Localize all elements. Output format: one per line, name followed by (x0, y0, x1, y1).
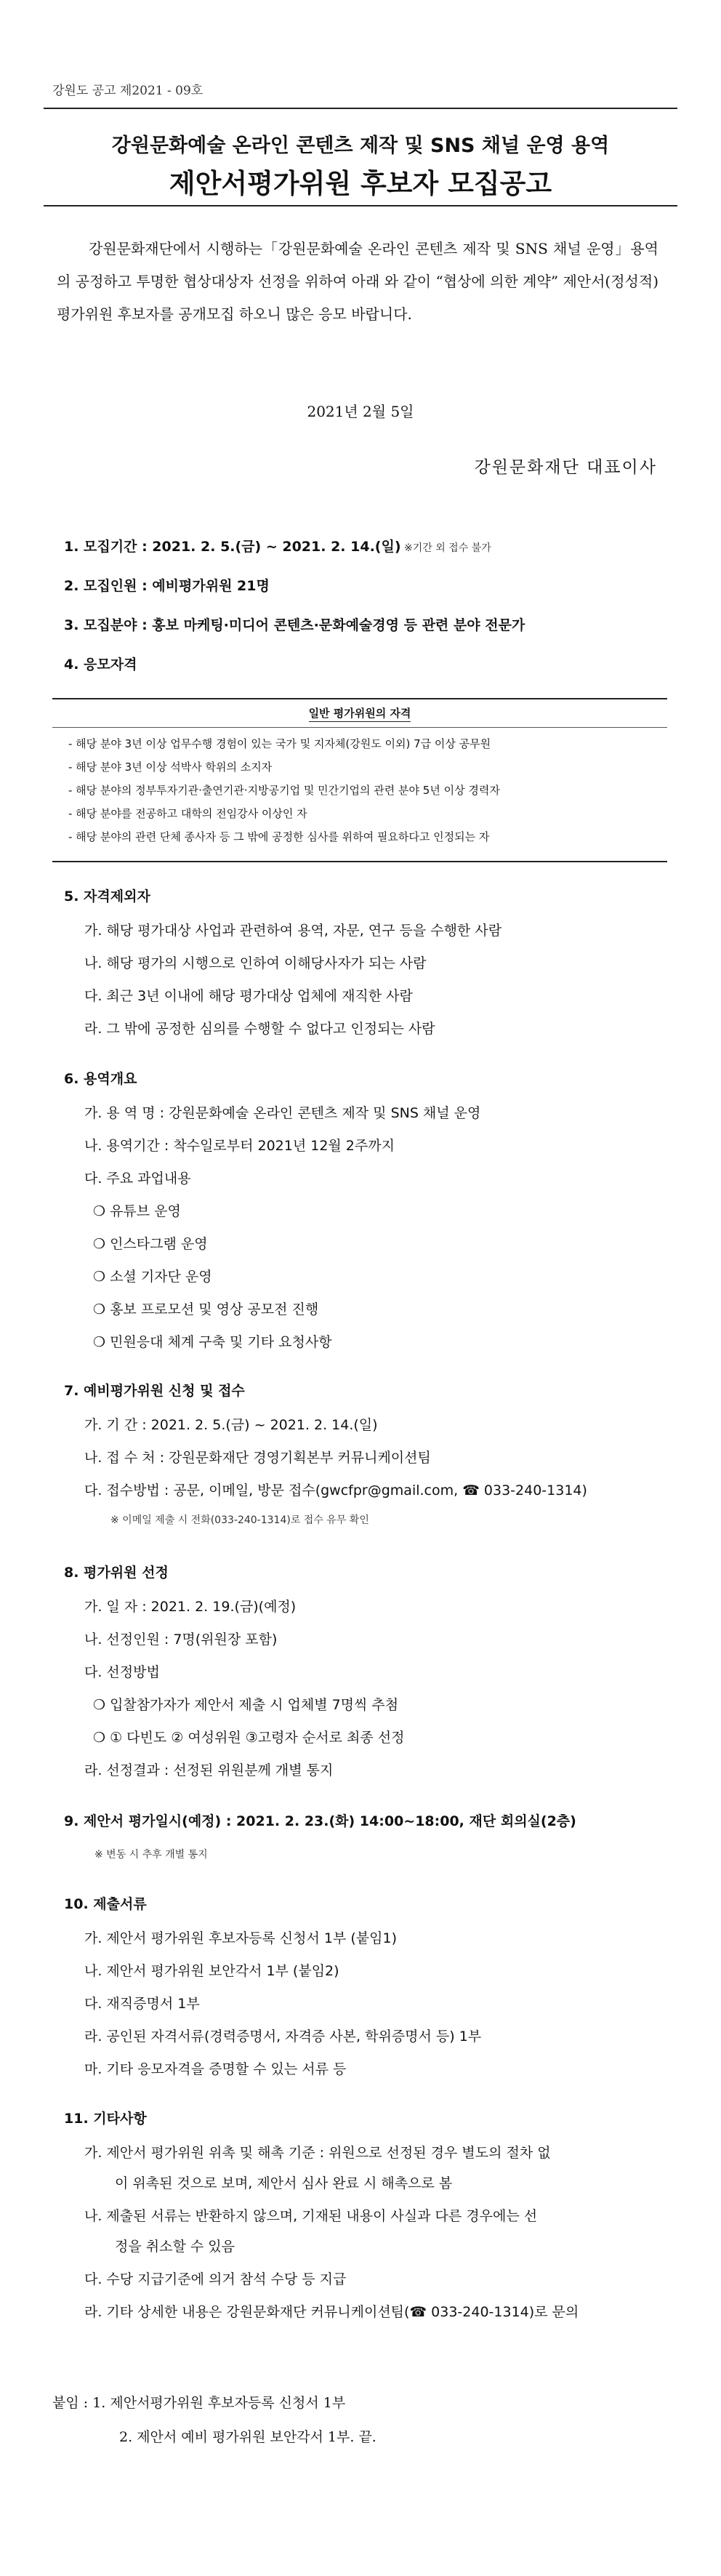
service-item: 나. 용역기간 : 착수일로부터 2021년 12월 2주까지 (84, 1138, 395, 1154)
section-recruitment-number (64, 575, 270, 595)
exclusion-item: 라. 그 밖에 공정한 심의를 수행할 수 없다고 인정되는 사람 (84, 1021, 435, 1037)
announcement-date: 2021년 2월 5일 (307, 403, 414, 420)
document-item: 다. 재직증명서 1부 (84, 1996, 200, 2012)
other-item-continued: 정을 취소할 수 있음 (115, 2239, 235, 2255)
title-divider (44, 205, 677, 206)
section-documents: 10. 제출서류 (64, 1896, 147, 1912)
section-service-overview: 6. 용역개요 (64, 1071, 137, 1087)
selection-method-item: ❍ ① 다빈도 ② 여성위원 ③고령자 순서로 최종 선정 (93, 1730, 405, 1746)
task-item: ❍ 민원응대 체계 구축 및 기타 요청사항 (93, 1334, 332, 1350)
other-item: 나. 제출된 서류는 반환하지 않으며, 기재된 내용이 사실과 다른 경우에는 선 (84, 2208, 538, 2224)
selection-method-item: ❍ 입찰참가자가 제안서 제출 시 업체별 7명씩 추첨 (93, 1697, 399, 1713)
intro-line: 하오니 많은 응모 바랍니다. (238, 305, 412, 323)
selection-item: 가. 일 자 : 2021. 2. 19.(금)(예정) (84, 1599, 297, 1615)
section-value: 2021. 2. 5.(금) ~ 2021. 2. 14.(일) (152, 539, 401, 555)
service-item: 다. 주요 과업내용 (84, 1171, 191, 1187)
exclusion-item: 가. 해당 평가대상 사업과 관련하여 용역, 자문, 연구 등을 수행한 사람 (84, 923, 502, 939)
selection-item: 나. 선정인원 : 7명(위원장 포함) (84, 1632, 278, 1648)
issuer-name: 강원문화재단 대표이사 (474, 458, 657, 477)
qualification-item: - 해당 분야의 정부투자기관·출연기관·지방공기업 및 민간기업의 관련 분야 5년 이상 경력자 (68, 784, 500, 797)
top-divider (44, 108, 677, 109)
qualification-box (52, 698, 667, 862)
qualification-box-title: 일반 평가위원의 자격 (309, 707, 411, 722)
section-recruitment-period (64, 536, 491, 555)
attachment-line: 붙임 : 1. 제안서평가위원 후보자등록 신청서 1부 (52, 2395, 346, 2411)
qualification-item: - 해당 분야 3년 이상 업무수행 경험이 있는 국가 및 지자체(강원도 이외) 7급 이상 공무원 (68, 737, 491, 750)
other-item: 다. 수당 지급기준에 의거 참석 수당 등 지급 (84, 2271, 347, 2287)
section-recruitment-field (64, 614, 525, 634)
section-selection: 8. 평가위원 선정 (64, 1565, 169, 1581)
document-number: 강원도 공고 제2021 - 09호 (52, 84, 204, 98)
exclusion-item: 나. 해당 평가의 시행으로 인하여 이해당사자가 되는 사람 (84, 955, 427, 971)
task-item: ❍ 유튜브 운영 (93, 1203, 181, 1219)
other-item: 가. 제안서 평가위원 위촉 및 해촉 기준 : 위원으로 선정된 경우 별도의 절차 없 (84, 2145, 551, 2161)
document-item: 마. 기타 응모자격을 증명할 수 있는 서류 등 (84, 2061, 347, 2077)
section-label: 2. 모집인원 : (64, 578, 153, 594)
task-item: ❍ 소셜 기자단 운영 (93, 1269, 212, 1285)
section-qualification: 4. 응모자격 (64, 657, 137, 673)
section-value: 예비평가위원 21명 (152, 578, 270, 594)
task-item: ❍ 홍보 프로모션 및 영상 공모전 진행 (93, 1301, 319, 1317)
service-item: 가. 용 역 명 : 강원문화예술 온라인 콘텐츠 제작 및 SNS 채널 운영 (84, 1105, 481, 1121)
qualification-item: - 해당 분야의 관련 단체 종사자 등 그 밖에 공정한 심사를 위하여 필요하다고 인정되는 자 (68, 830, 490, 843)
application-item: 다. 접수방법 : 공문, 이메일, 방문 접수(gwcfpr@gmail.com, ☎ 033-240-1314) (84, 1482, 587, 1498)
qualification-box-divider (52, 727, 667, 728)
section-note: ※기간 외 접수 불가 (400, 542, 491, 554)
document-item: 나. 제안서 평가위원 보안각서 1부 (붙임2) (84, 1963, 339, 1979)
section-other: 11. 기타사항 (64, 2111, 147, 2127)
title-line-2: 제안서평가위원 후보자 모집공고 (169, 168, 552, 199)
exclusion-item: 다. 최근 3년 이내에 해당 평가대상 업체에 재직한 사람 (84, 988, 413, 1004)
selection-item: 다. 선정방법 (84, 1664, 160, 1680)
document-item: 라. 공인된 자격서류(경력증명서, 자격증 사본, 학위증명서 등) 1부 (84, 2029, 482, 2045)
intro-line: 와 같이 “협상에 의한 계약” 제안서(정성적) 평가위원 후보자를 공개모집 (57, 273, 658, 323)
task-item: ❍ 인스타그램 운영 (93, 1236, 208, 1252)
other-item: 라. 기타 상세한 내용은 강원문화재단 커뮤니케이션팀(☎ 033-240-1314)로 문의 (84, 2304, 579, 2320)
section-evaluation-date: 9. 제안서 평가일시(예정) : 2021. 2. 23.(화) 14:00~18:00, 재단 회의실(2층) (64, 1813, 576, 1829)
other-item-continued: 이 위촉된 것으로 보며, 제안서 심사 완료 시 해촉으로 봄 (115, 2175, 453, 2191)
selection-item: 라. 선정결과 : 선정된 위원분께 개별 통지 (84, 1762, 334, 1778)
application-item: 나. 접 수 처 : 강원문화재단 경영기획본부 커뮤니케이션팀 (84, 1450, 431, 1466)
section-value: 홍보 마케팅·미디어 콘텐츠·문화예술경영 등 관련 분야 전문가 (152, 617, 525, 633)
section-exclusions: 5. 자격제외자 (64, 888, 150, 904)
section-application: 7. 예비평가위원 신청 및 접수 (64, 1383, 245, 1399)
evaluation-date-note: ※ 변동 시 추후 개별 통지 (94, 1849, 208, 1861)
document-item: 가. 제안서 평가위원 후보자등록 신청서 1부 (붙임1) (84, 1930, 398, 1946)
section-label: 1. 모집기간 : (64, 539, 153, 555)
intro-line: 강원문화재단에서 시행하는「강원문화예술 온라인 콘텐츠 제작 및 (89, 240, 510, 257)
section-label: 3. 모집분야 : (64, 617, 153, 633)
qualification-item: - 해당 분야 3년 이상 석박사 학위의 소지자 (68, 761, 273, 774)
intro-line: SNS 채널 운영」용역의 공정하고 투명한 협상대상자 선정을 위하여 아래 (57, 240, 658, 290)
intro-paragraph (57, 233, 658, 331)
title-line-1: 강원문화예술 온라인 콘텐츠 제작 및 SNS 채널 운영 용역 (111, 135, 610, 157)
qualification-item: - 해당 분야를 전공하고 대학의 전임강사 이상인 자 (68, 807, 307, 820)
application-note: ※ 이메일 제출 시 전화(033-240-1314)로 접수 유무 확인 (110, 1514, 369, 1526)
application-item: 가. 기 간 : 2021. 2. 5.(금) ~ 2021. 2. 14.(일) (84, 1417, 378, 1433)
attachment-line: 2. 제안서 예비 평가위원 보안각서 1부. 끝. (119, 2429, 376, 2445)
